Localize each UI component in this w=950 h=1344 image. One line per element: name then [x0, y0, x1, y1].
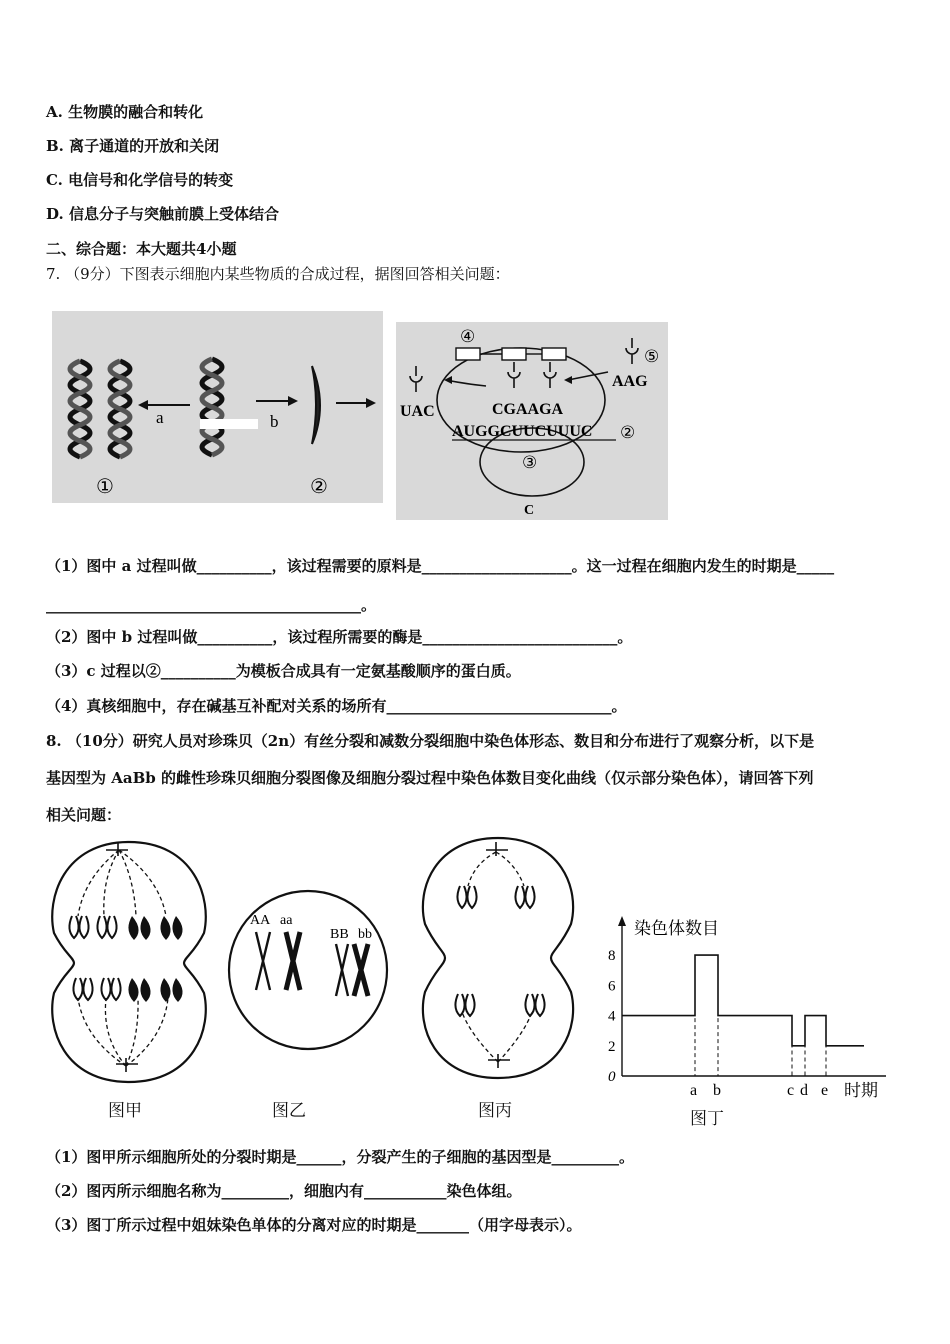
y-tick-label: 2	[608, 1038, 616, 1055]
option-letter: D.	[46, 205, 64, 223]
translation-diagram	[396, 322, 668, 520]
y-tick-label: 8	[608, 948, 616, 965]
y-tick-label: 4	[608, 1008, 616, 1025]
q8-stem-line3: 相关问题：	[46, 806, 122, 824]
section-heading: 二、综合题：本大题共4小题	[46, 240, 237, 258]
option-text: 电信号和化学信号的转变	[68, 171, 234, 189]
q8-sub2: （2）图丙所示细胞名称为_________，细胞内有___________染色体组。	[46, 1182, 522, 1200]
q7-figure-right	[396, 322, 668, 520]
label-AA: AA	[250, 913, 271, 928]
option-c	[46, 170, 233, 190]
q8-stem-line2: 基因型为 AaBb 的雌性珍珠贝细胞分裂图像及细胞分裂过程中染色体数目变化曲线（仅示部分染色体），请回答下列	[46, 769, 814, 787]
option-d	[46, 204, 279, 224]
caption-yi: 图乙	[272, 1101, 306, 1121]
y-axis-label: 染色体数目	[634, 919, 719, 938]
option-text: 信息分子与突触前膜上受体结合	[68, 205, 279, 223]
label-circle5: ⑤	[644, 347, 660, 366]
label-num2: ②	[310, 476, 328, 498]
q7-figure-left	[52, 311, 383, 503]
figure-yi	[226, 888, 390, 1052]
x-marker-d: d	[800, 1082, 808, 1099]
chromosome-count-line	[622, 955, 864, 1046]
figure-bing	[416, 834, 580, 1084]
q7-stem: 7. （9分）下图表示细胞内某些物质的合成过程，据图回答相关问题：	[46, 265, 510, 283]
figure-jia	[44, 838, 214, 1088]
option-letter: C.	[46, 171, 63, 189]
y-tick-label: 0	[608, 1069, 616, 1085]
cell-jia-drawing	[44, 838, 214, 1088]
label-num1: ①	[96, 476, 114, 498]
cell-bing-drawing	[416, 834, 580, 1084]
caption-jia: 图甲	[108, 1101, 142, 1121]
y-tick-label: 6	[608, 978, 616, 995]
caption-bing: 图丙	[478, 1101, 512, 1121]
option-a	[46, 102, 203, 122]
x-axis-label: 时期	[844, 1081, 878, 1100]
q7-sub1-line2: __________________________________________。	[46, 596, 377, 614]
label-c: C	[524, 503, 535, 518]
label-b: b	[270, 412, 279, 431]
q8-sub3: （3）图丁所示过程中姐妹染色单体的分离对应的时期是_______（用字母表示）。	[46, 1216, 582, 1234]
option-text: 生物膜的融合和转化	[68, 103, 204, 121]
label-mrna: AUGGCUUCUUUC	[452, 423, 593, 440]
label-bb: bb	[358, 927, 372, 942]
option-letter: A.	[46, 103, 63, 121]
label-BB: BB	[330, 927, 349, 942]
caption-ding: 图丁	[690, 1109, 724, 1129]
label-a: a	[156, 408, 164, 427]
x-marker-c: c	[787, 1082, 795, 1099]
label-circle3: ③	[522, 453, 538, 472]
label-circle2: ②	[620, 423, 636, 442]
x-marker-a: a	[690, 1082, 698, 1099]
label-circle4: ④	[460, 327, 476, 346]
option-b	[46, 136, 219, 156]
q7-sub4: （4）真核细胞中，存在碱基互补配对关系的场所有______________________________。	[46, 697, 627, 715]
chromosome-count-chart	[600, 910, 896, 1106]
label-anticodons: CGAAGA	[492, 401, 564, 418]
option-letter: B.	[46, 137, 64, 155]
q7-sub1-line1: （1）图中 a 过程叫做__________，该过程需要的原料是____________________。这一过程在细胞内发生的时期是_____	[46, 557, 835, 575]
label-aag: AAG	[612, 373, 648, 390]
q8-sub1: （1）图甲所示细胞所处的分裂时期是______，分裂产生的子细胞的基因型是_________。	[46, 1148, 634, 1166]
dna-replication-diagram	[52, 311, 383, 503]
label-aa: aa	[280, 913, 293, 928]
q8-stem-line1: 8. （10分）研究人员对珍珠贝（2n）有丝分裂和减数分裂细胞中染色体形态、数目和分布进行了观察分析，以下是	[46, 732, 815, 750]
x-marker-e: e	[821, 1082, 829, 1099]
option-text: 离子通道的开放和关闭	[69, 137, 220, 155]
q7-sub3: （3）c 过程以②__________为模板合成具有一定氨基酸顺序的蛋白质。	[46, 662, 521, 680]
figure-ding-chart	[600, 910, 896, 1106]
label-uac: UAC	[400, 403, 435, 420]
y-axis-arrow	[618, 916, 626, 926]
q7-sub2: （2）图中 b 过程叫做__________，该过程所需要的酶是__________________________。	[46, 628, 633, 646]
x-marker-b: b	[713, 1082, 721, 1099]
cell-yi-drawing	[226, 888, 390, 1052]
